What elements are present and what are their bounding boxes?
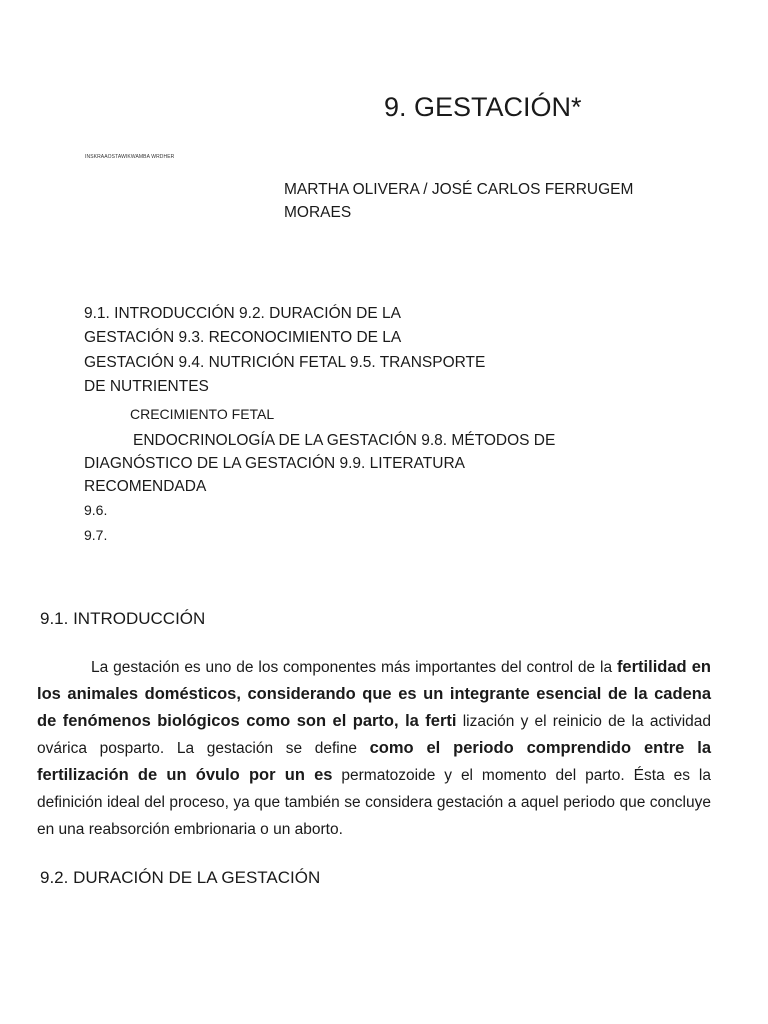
paragraph-run: La gestación es uno de los componentes más importantes del control de la [91,659,617,676]
paragraph-run: lización y el reinicio de la actividad ovárica posparto. La gestación se define [37,713,711,757]
tiny-text-line: INSKRAAOSTAWIKWAMBA WRDHER [85,154,175,160]
paragraph-run-bold: como el periodo comprendido entre la fertilización de un óvulo por un es [37,739,711,784]
toc-line: GESTACIÓN 9.3. RECONOCIMIENTO DE LA [84,329,402,346]
toc-line: ENDOCRINOLOGÍA DE LA GESTACIÓN 9.8. MÉTODOS DE [133,432,556,449]
section-heading: 9.1. INTRODUCCIÓN [40,609,206,628]
toc-line: CRECIMIENTO FETAL [130,406,275,422]
paragraph-run-bold: fertilidad en los animales domésticos, considerando que es un integrante esencial de la cadena de fenómenos biológicos como son el parto, la ferti [37,658,712,730]
toc-line: GESTACIÓN 9.4. NUTRICIÓN FETAL 9.5. TRANSPORTE [84,354,486,371]
document-title: 9. GESTACIÓN* [384,92,582,122]
toc-line: 9.7. [84,527,108,543]
toc-line: DIAGNÓSTICO DE LA GESTACIÓN 9.9. LITERATURA [84,455,465,472]
toc-line: RECOMENDADA [84,478,207,495]
body-paragraph [37,654,711,843]
toc-line: 9.6. [84,502,108,518]
toc-line: 9.1. INTRODUCCIÓN 9.2. DURACIÓN DE LA [84,305,401,322]
section-heading: 9.2. DURACIÓN DE LA GESTACIÓN [40,868,321,887]
authors-block [284,178,704,224]
paragraph-run: permatozoide y el momento del parto. Ésta es la definición ideal del proceso, ya que también se considera gestación a aquel periodo que concluye en una reabsorción embrionaria o un aborto. [37,767,711,838]
authors-line: MARTHA OLIVERA / JOSÉ CARLOS FERRUGEM [284,181,634,198]
authors-line: MORAES [284,204,352,221]
toc-line: DE NUTRIENTES [84,378,209,395]
